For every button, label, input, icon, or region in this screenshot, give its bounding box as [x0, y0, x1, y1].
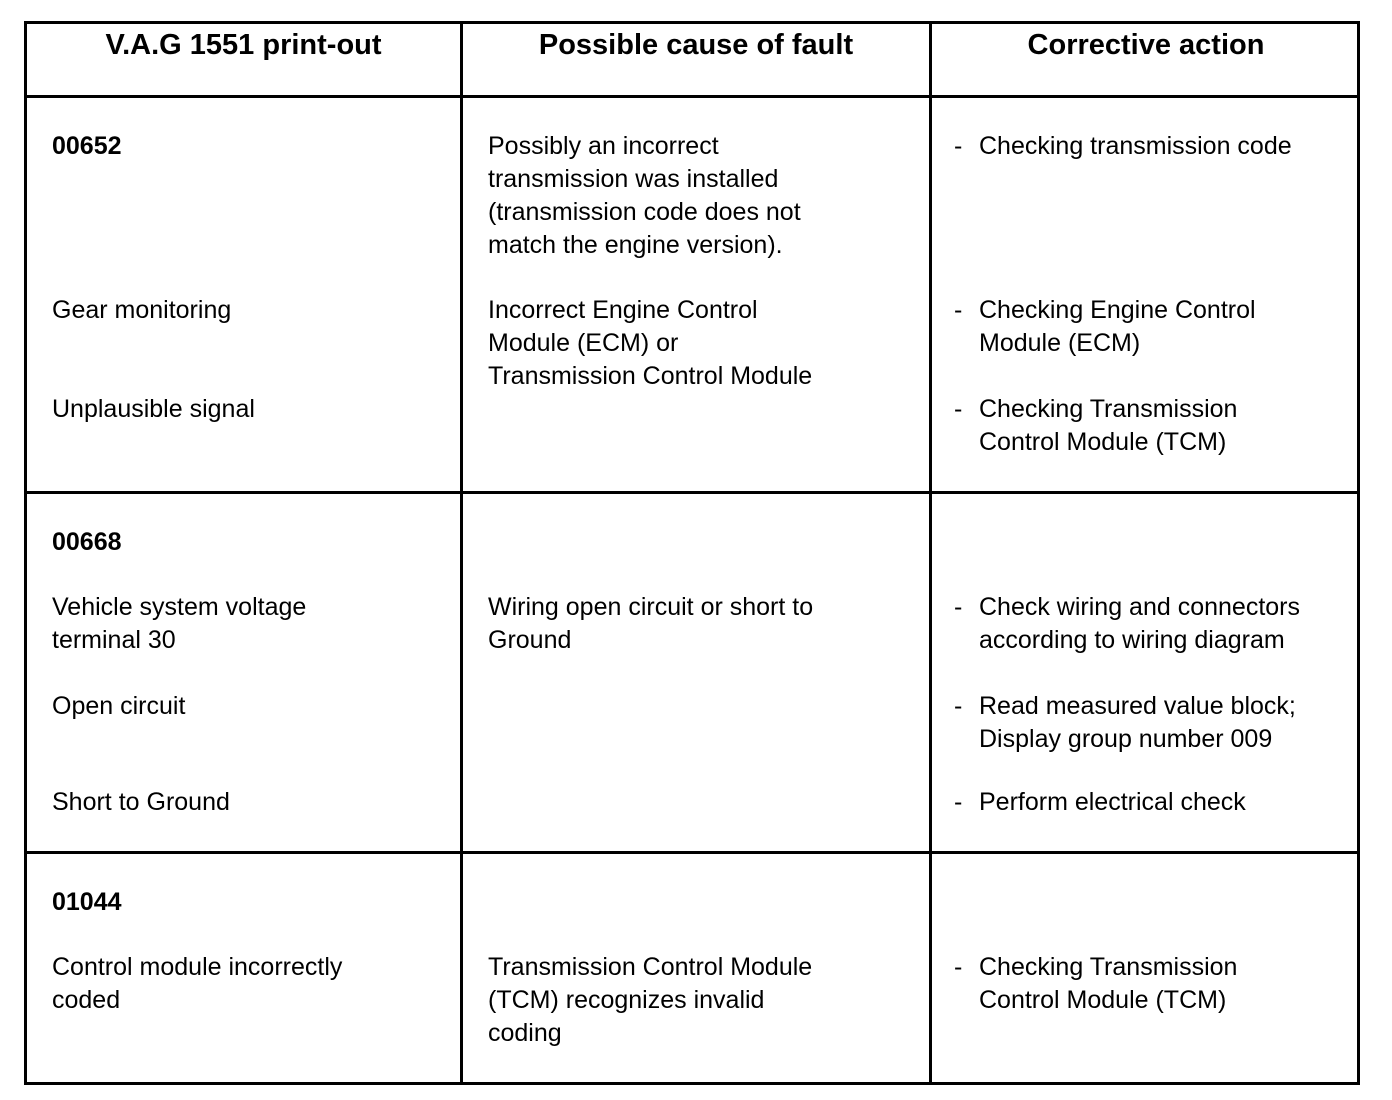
printout-line: Control module incorrectly coded — [52, 953, 343, 1014]
fault-code: 00668 — [52, 528, 122, 556]
bullet-dash: - — [954, 953, 963, 981]
action-text: Perform electrical check — [979, 788, 1246, 816]
header-printout: V.A.G 1551 print-out — [105, 29, 382, 61]
column-divider-2 — [929, 24, 932, 1082]
bullet-dash: - — [954, 132, 963, 160]
printout-line: Vehicle system voltage terminal 30 — [52, 593, 307, 654]
action-text: Checking Transmission Control Module (TCM) — [979, 953, 1238, 1014]
fault-code: 00652 — [52, 132, 122, 160]
column-divider-1 — [460, 24, 463, 1082]
cause-text: Incorrect Engine Control Module (ECM) or Transmission Control Module — [488, 296, 813, 390]
header-divider — [27, 95, 1357, 98]
fault-table — [24, 21, 1360, 1085]
printout-line: Short to Ground — [52, 788, 230, 816]
cause-text: Transmission Control Module (TCM) recognizes invalid coding — [488, 953, 813, 1047]
row-divider-2 — [27, 851, 1357, 854]
bullet-dash: - — [954, 296, 963, 324]
action-text: Checking transmission code — [979, 132, 1292, 160]
header-cause: Possible cause of fault — [538, 29, 854, 61]
cause-text: Wiring open circuit or short to Ground — [488, 593, 814, 654]
action-text: Checking Engine Control Module (ECM) — [979, 296, 1256, 357]
fault-code: 01044 — [52, 888, 122, 916]
header-action: Corrective action — [1027, 29, 1265, 61]
row-divider-1 — [27, 491, 1357, 494]
bullet-dash: - — [954, 593, 963, 621]
cause-text: Possibly an incorrect transmission was installed (transmission code does not match the engine version). — [488, 132, 801, 259]
bullet-dash: - — [954, 395, 963, 423]
printout-line: Unplausible signal — [52, 395, 255, 423]
bullet-dash: - — [954, 692, 963, 720]
action-text: Check wiring and connectors according to wiring diagram — [979, 593, 1300, 654]
printout-line: Open circuit — [52, 692, 186, 720]
action-text: Checking Transmission Control Module (TCM) — [979, 395, 1238, 456]
bullet-dash: - — [954, 788, 963, 816]
printout-line: Gear monitoring — [52, 296, 232, 324]
action-text: Read measured value block; Display group number 009 — [979, 692, 1296, 753]
